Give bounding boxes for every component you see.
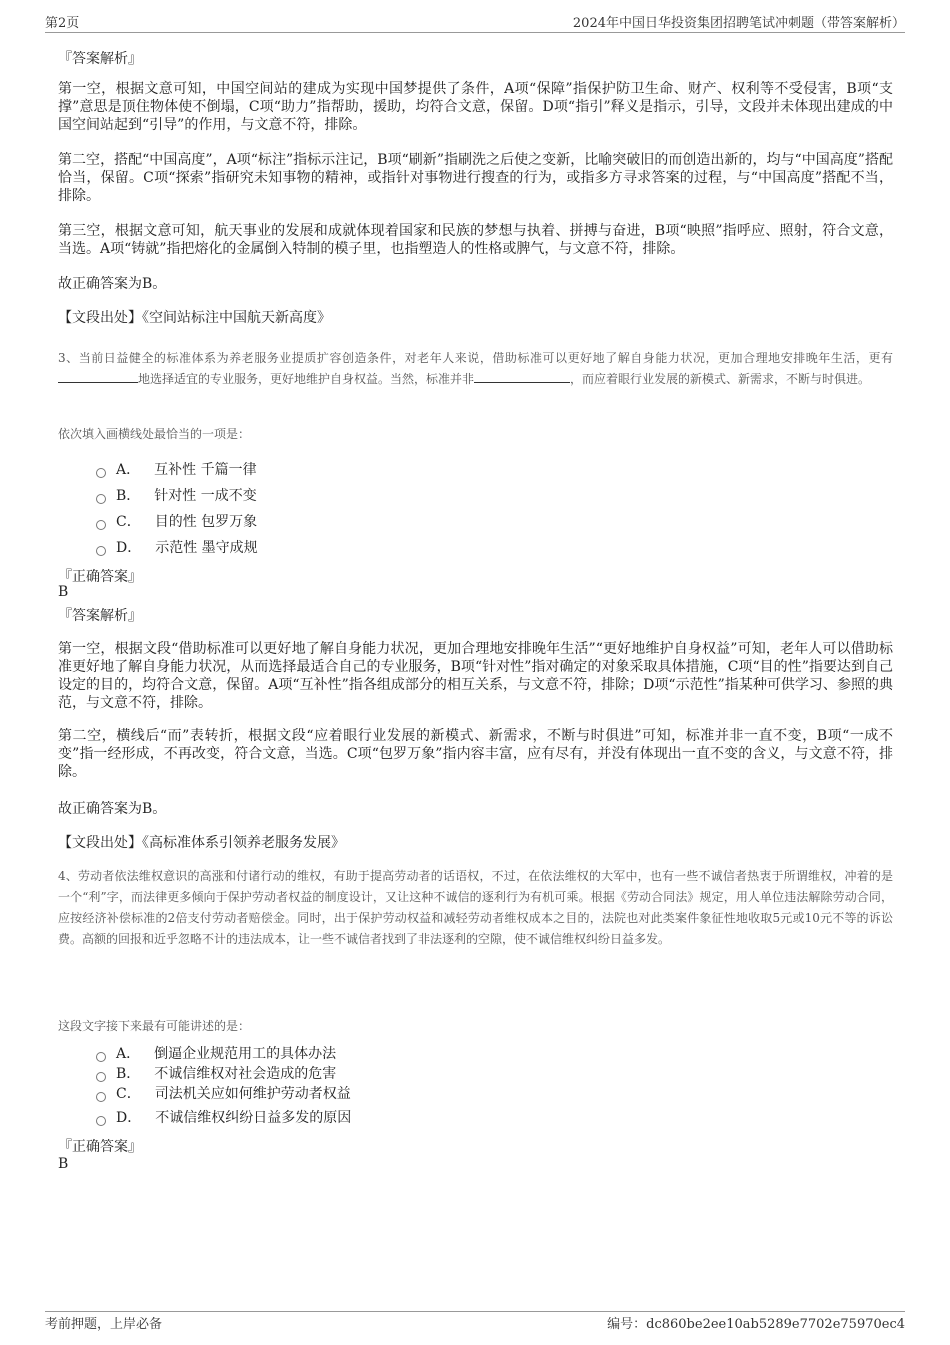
option-letter: A． <box>116 1046 141 1062</box>
q4-answer: B <box>58 1156 69 1172</box>
q3-instruction: 依次填入画横线处最恰当的一项是： <box>58 427 251 441</box>
q3-source: 【文段出处】《高标准体系引领养老服务发展》 <box>58 835 345 851</box>
q3-option-d[interactable] <box>96 536 258 558</box>
option-letter: C． <box>116 1086 141 1102</box>
document-id: 编号：dc860be2ee10ab5289e7702e75970ec4 <box>607 1317 905 1332</box>
radio-icon[interactable] <box>96 1052 106 1062</box>
header-divider <box>45 32 905 33</box>
option-text: 目的性 包罗万象 <box>154 514 258 530</box>
option-text: 不诚信维权纠纷日益多发的原因 <box>155 1110 352 1126</box>
q3-option-b[interactable] <box>96 484 257 506</box>
q3-answer-label: 『正确答案』 <box>58 569 142 585</box>
radio-icon[interactable] <box>96 546 106 556</box>
q4-option-b[interactable] <box>96 1062 336 1084</box>
option-text: 司法机关应如何维护劳动者权益 <box>154 1086 351 1102</box>
option-letter: C． <box>116 514 141 530</box>
q2-analysis-p2: 第二空，搭配“中国高度”，A项“标注”指标示注记，B项“刷新”指刷洗之后使之变新，比喻突破旧的而创造出新的，均与“中国高度”搭配恰当，保留。C项“探索”指研究未知事物的精神，或指针对事物进行搜查的行为，或指多方寻求答案的过程，与“中国高度”搭配不当，排除。 <box>58 152 893 204</box>
q3-analysis-p1: 第一空，根据文段“借助标准可以更好地了解自身能力状况，更加合理地安排晚年生活”“更好地维护自身权益”可知，老年人可以借助标准更好地了解自身能力状况，从而选择最适合自己的专业服务，B项“针对性”指对确定的对象采取具体措施，C项“目的性”指要达到自己设定的目的，均符合文意，保留。A项“互补性”指各组成部分的相互关系，与文意不符，排除；D项“示范性”指某种可供学习、参照的典范，与文意不符，排除。 <box>58 641 893 711</box>
q2-source: 【文段出处】《空间站标注中国航天新高度》 <box>58 310 331 326</box>
q2-analysis-p3: 第三空，根据文意可知，航天事业的发展和成就体现着国家和民族的梦想与执着、拼搏与奋进，B项“映照”指呼应、照射，符合文意，当选。A项“铸就”指把熔化的金属倒入特制的模子里，也指塑造人的性格或脾气，与文意不符，排除。 <box>58 223 893 257</box>
option-text: 示范性 墨守成规 <box>155 540 258 556</box>
q3-stem-part2: 地选择适宜的专业服务，更好地维护自身权益。当然，标准并非 <box>138 372 475 386</box>
radio-icon[interactable] <box>96 1092 106 1102</box>
option-letter: B． <box>116 488 141 504</box>
q3-stem-part3: ，而应着眼行业发展的新模式、新需求，不断与时俱进。 <box>570 372 871 386</box>
footer-slogan: 考前押题，上岸必备 <box>45 1317 163 1332</box>
option-text: 倒逼企业规范用工的具体办法 <box>154 1046 337 1062</box>
radio-icon[interactable] <box>96 468 106 478</box>
q3-conclusion: 故正确答案为B。 <box>58 801 167 817</box>
option-text: 针对性 一成不变 <box>154 488 257 504</box>
q4-stem: 4、劳动者依法维权意识的高涨和付诸行动的维权，有助于提高劳动者的话语权，不过，在依法维权的大军中，也有一些不诚信者热衷于所谓维权，冲着的是一个“利”字，而法律更多倾向于保护劳动者权益的制度设计，又让这种不诚信的逐利行为有机可乘。根据《劳动合同法》规定，用人单位违法解除劳动合同，应按经济补偿标准的2倍支付劳动者赔偿金。同时，出于保护劳动权益和减轻劳动者维权成本之目的，法院也对此类案件象征性地收取5元或10元不等的诉讼费。高额的回报和近乎忽略不计的违法成本，让一些不诚信者找到了非法逐利的空隙，使不诚信维权纠纷日益多发。 <box>58 869 893 946</box>
radio-icon[interactable] <box>96 1072 106 1082</box>
q3-stem-part1: 3、当前日益健全的标准体系为养老服务业提质扩容创造条件，对老年人来说，借助标准可以更好地了解自身能力状况，更加合理地安排晚年生活，更有 <box>58 351 893 365</box>
q3-blank-1 <box>58 370 138 383</box>
footer-divider <box>45 1311 905 1312</box>
radio-icon[interactable] <box>96 1116 106 1126</box>
q4-instruction: 这段文字接下来最有可能讲述的是： <box>58 1019 251 1033</box>
q3-blank-2 <box>474 370 570 383</box>
option-text: 不诚信维权对社会造成的危害 <box>154 1066 337 1082</box>
page-number: 第2页 <box>45 16 80 31</box>
q4-answer-label: 『正确答案』 <box>58 1139 142 1155</box>
q4-option-d[interactable] <box>96 1106 351 1128</box>
q3-stem <box>58 348 893 390</box>
option-letter: A． <box>116 462 141 478</box>
q3-option-c[interactable] <box>96 510 257 532</box>
q2-analysis-p1: 第一空，根据文意可知，中国空间站的建成为实现中国梦提供了条件，A项“保障”指保护防卫生命、财产、权利等不受侵害，B项“支撑”意思是顶住物体使不倒塌，C项“助力”指帮助，援助，均符合文意，保留。D项“指引”释义是指示，引导，文段并未体现出建成的中国空间站起到“引导”的作用，与文意不符，排除。 <box>58 81 893 133</box>
q3-answer: B <box>58 584 69 600</box>
option-letter: B． <box>116 1066 141 1082</box>
option-letter: D． <box>116 1110 142 1126</box>
radio-icon[interactable] <box>96 494 106 504</box>
option-text: 互补性 千篇一律 <box>154 462 257 478</box>
q2-analysis-label: 『答案解析』 <box>58 51 142 67</box>
option-letter: D． <box>116 540 142 556</box>
document-title: 2024年中国日华投资集团招聘笔试冲刺题（带答案解析） <box>572 16 905 31</box>
q4-option-a[interactable] <box>96 1042 336 1064</box>
q3-analysis-label: 『答案解析』 <box>58 608 142 624</box>
q3-analysis-p2: 第二空，横线后“而”表转折，根据文段“应着眼行业发展的新模式、新需求，不断与时俱进”可知，标准并非一直不变，B项“一成不变”指一经形成，不再改变，符合文意，当选。C项“包罗万象”指内容丰富，应有尽有，并没有体现出一直不变的含义，与文意不符，排除。 <box>58 728 893 780</box>
q2-conclusion: 故正确答案为B。 <box>58 276 167 292</box>
q3-option-a[interactable] <box>96 458 257 480</box>
q4-option-c[interactable] <box>96 1082 351 1104</box>
radio-icon[interactable] <box>96 520 106 530</box>
